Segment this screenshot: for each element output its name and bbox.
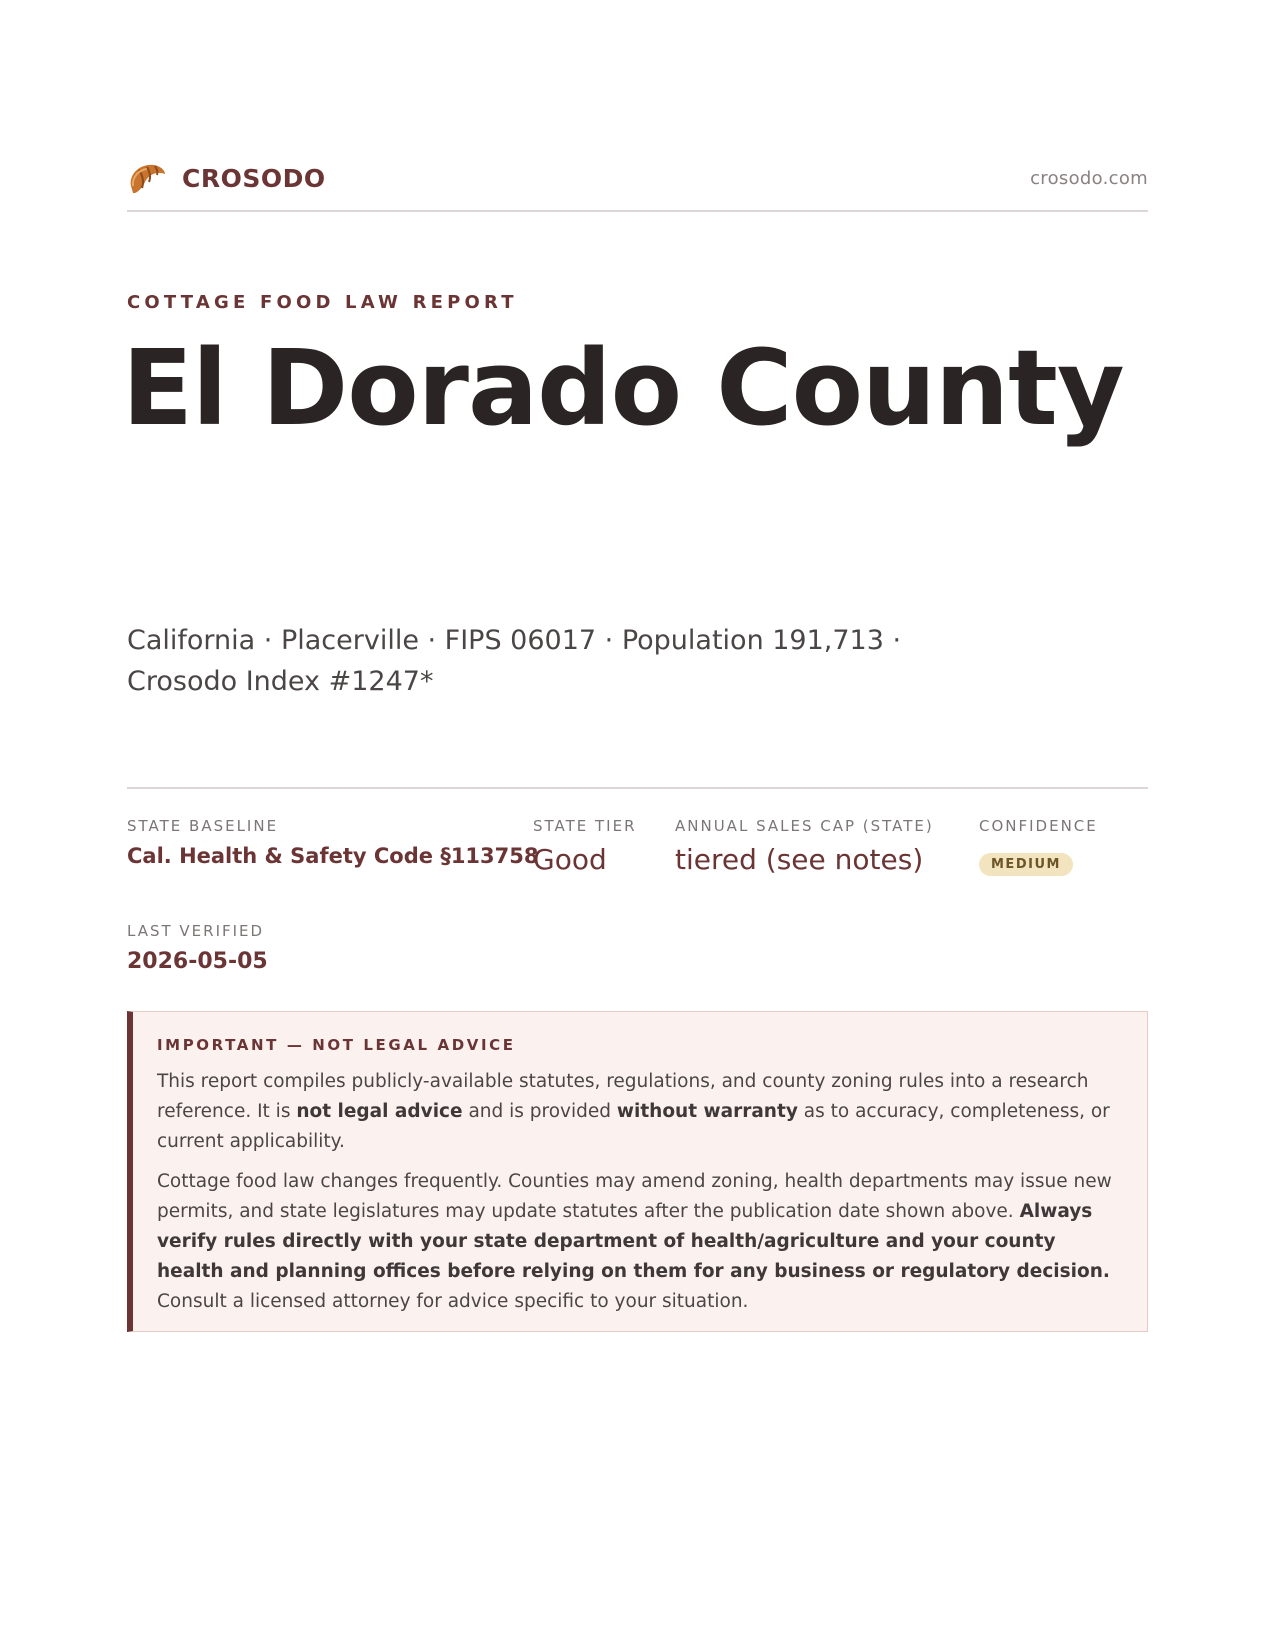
notice-title: IMPORTANT — NOT LEGAL ADVICE — [157, 1036, 516, 1054]
notice-emphasis: Always verify rules directly with your state department of health/agriculture and your county health and planning offices before relying on them for any business or regulatory decision. — [157, 1201, 1110, 1282]
notice-emphasis: not legal advice — [296, 1101, 463, 1122]
confidence-label: CONFIDENCE — [979, 817, 1098, 835]
site-url[interactable]: crosodo.com — [1030, 168, 1148, 189]
state-baseline-label: STATE BASELINE — [127, 817, 279, 835]
notice-text: This report compiles publicly-available statutes, regulations, and county zoning rules into a research reference. It is — [157, 1071, 1089, 1122]
report-subtitle — [127, 620, 927, 702]
state-baseline-value: Cal. Health & Safety Code §113758 — [127, 844, 539, 868]
sales-cap-label: ANNUAL SALES CAP (STATE) — [675, 817, 934, 835]
notice-text: Cottage food law changes frequently. Counties may amend zoning, health departments may issue new permits, and state legislatures may update statutes after the publication date shown above. — [157, 1171, 1112, 1222]
notice-paragraph-1 — [157, 1067, 1117, 1157]
divider — [127, 787, 1148, 789]
notice-text: as to accuracy, completeness, or current applicability. — [157, 1101, 1110, 1152]
state-tier-label: STATE TIER — [533, 817, 637, 835]
notice-paragraph-2 — [157, 1167, 1117, 1317]
subtitle-line-1: California · Placerville · FIPS 06017 · Population 191,713 · — [127, 625, 902, 656]
notice-text: and is provided — [462, 1101, 617, 1122]
last-verified-label: LAST VERIFIED — [127, 922, 265, 940]
report-eyebrow: COTTAGE FOOD LAW REPORT — [127, 292, 518, 313]
croissant-icon — [127, 160, 167, 198]
legal-notice — [127, 1011, 1148, 1332]
brand-name: CROSODO — [182, 164, 326, 193]
sales-cap-value: tiered (see notes) — [675, 843, 924, 876]
subtitle-line-2: Crosodo Index #1247* — [127, 666, 434, 697]
confidence-badge: MEDIUM — [979, 853, 1073, 876]
page-header — [127, 158, 1148, 212]
last-verified-value: 2026-05-05 — [127, 949, 268, 974]
notice-emphasis: without warranty — [616, 1101, 798, 1122]
notice-text: Consult a licensed attorney for advice specific to your situation. — [157, 1291, 749, 1312]
state-tier-value: Good — [533, 843, 607, 876]
page-title: El Dorado County — [122, 327, 1124, 449]
